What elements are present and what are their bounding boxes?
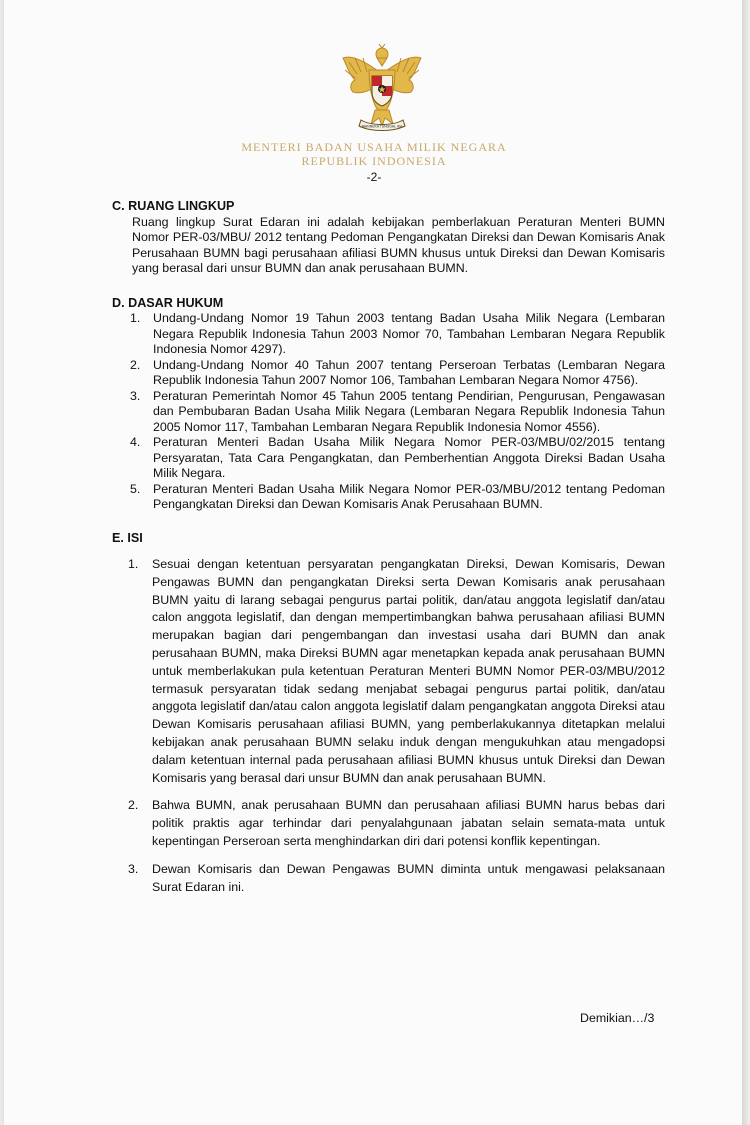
list-number: 2.: [130, 357, 141, 372]
list-item: [112, 358, 665, 389]
list-number: 4.: [130, 435, 141, 449]
list-text: Peraturan Menteri Badan Usaha Milik Negara Nomor PER-03/MBU/02/2015 tentang Persyaratan, Tata Cara Pengangkatan, dan Pemberhentian Anggota Direksi Badan Usaha Milik Negara.: [153, 435, 665, 480]
list-text: Dewan Komisaris dan Dewan Pengawas BUMN diminta untuk mengawasi pelaksanaan Surat Edaran ini.: [152, 861, 665, 894]
page-number: -2-: [366, 170, 382, 184]
list-number: 1.: [130, 311, 141, 325]
section-e-list: [112, 556, 665, 896]
document-body: [112, 199, 665, 896]
list-item: [112, 435, 665, 482]
section-d-title: D. DASAR HUKUM: [112, 295, 224, 310]
list-number: 3.: [128, 861, 139, 876]
list-number: 5.: [130, 481, 141, 496]
list-text: Undang-Undang Nomor 40 Tahun 2007 tentang Perseroan Terbatas (Lembaran Negara Republik Indonesia Tahun 2007 Nomor 106, Tambahan Lembaran Negara Nomor 4756).: [153, 357, 665, 387]
section-c-title: C. RUANG LINGKUP: [112, 199, 235, 213]
ministry-subtitle: REPUBLIK INDONESIA: [301, 154, 447, 168]
ministry-title: MENTERI BADAN USAHA MILIK NEGARA: [241, 140, 507, 154]
list-number: 2.: [128, 798, 139, 813]
garuda-emblem-icon: [339, 44, 425, 134]
list-item: [112, 797, 665, 850]
page-edge-shadow: [742, 0, 750, 1125]
list-text: Sesuai dengan ketentuan persyaratan pengangkatan Direksi, Dewan Komisaris, Dewan Pengawas BUMN dan pengangkatan Direksi serta Dewan Komisaris anak perusahaan BUMN yaitu di larang sebagai pengurus partai politik, dan/atau anggota legislatif dan/atau calon anggota legislatif, dan dengan mempertimbangkan bahwa perusahaan afiliasi BUMN merupakan bagian dari pengembangan dan investasi usaha dari BUMN dan anak perusahaan BUMN, maka Direksi BUMN agar menetapkan kepada anak perusahaan BUMN untuk memberlakukan pula ketentuan Peraturan Menteri BUMN Nomor PER-03/MBU/2012 termasuk persyaratan tidak sedang menjabat sebagai pengurus partai politik, dan/atau anggota legislatif dan/atau calon anggota legislatif dalam pengangkatan anggota Direksi atau Dewan Komisaris perusahaan afiliasi BUMN, yang pemberlakukannya ditetapkan melalui kebijakan anak perusahaan BUMN selaku induk dengan mengukuhkan atau mengadopsi dalam ketentuan internal pada perusahaan afiliasi BUMN khusus untuk Direksi dan Dewan Komisaris yang berasal dari unsur BUMN dan anak perusahaan BUMN.: [152, 557, 665, 785]
section-e-title: E. ISI: [112, 530, 143, 545]
section-c-paragraph: Ruang lingkup Surat Edaran ini adalah kebijakan pemberlakuan Peraturan Menteri BUMN Nomor PER-03/MBU/ 2012 tentang Pedoman Pengangkatan Direksi dan Dewan Komisaris Anak Perusahaan BUMN bagi perusahaan afiliasi BUMN khusus untuk Direksi dan Dewan Komisaris yang berasal dari unsur BUMN dan anak perusahaan BUMN.: [132, 214, 665, 275]
section-d-list: [112, 311, 665, 513]
list-text: Peraturan Menteri Badan Usaha Milik Negara Nomor PER-03/MBU/2012 tentang Pedoman Pengangkatan Direksi dan Dewan Komisaris Anak Perusahaan BUMN.: [153, 481, 665, 511]
list-text: Undang-Undang Nomor 19 Tahun 2003 tentang Badan Usaha Milik Negara (Lembaran Negara Republik Indonesia Tahun 2003 Nomor 70, Tambahan Lembaran Negara Republik Indonesia Nomor 4297).: [153, 311, 665, 356]
list-item: [112, 311, 665, 358]
list-text: Peraturan Pemerintah Nomor 45 Tahun 2005 tentang Pendirian, Pengurusan, Pengawasan dan Pembubaran Badan Usaha Milik Negara (Lembaran Negara Republik Indonesia Tahun 2005 Nomor 117, Tambahan Lembaran Negara Republik Indonesia Nomor 4556).: [153, 388, 665, 434]
list-text: Bahwa BUMN, anak perusahaan BUMN dan perusahaan afiliasi BUMN harus bebas dari politik praktis agar terhindar dari penyalahgunaan jabatan selain semata-mata untuk kepentingan Perseroan serta menghindarkan diri dari potensi konflik kepentingan.: [152, 798, 665, 848]
list-number: 1.: [128, 557, 139, 571]
continuation-note: Demikian…/3: [580, 1011, 655, 1025]
svg-text:BHINNEKA TUNGGAL IKA: BHINNEKA TUNGGAL IKA: [361, 124, 403, 129]
list-item: [112, 556, 665, 787]
list-item: [112, 389, 665, 436]
list-item: [112, 482, 665, 513]
list-item: [112, 861, 665, 897]
list-number: 3.: [130, 388, 141, 403]
document-page: [4, 0, 744, 1125]
